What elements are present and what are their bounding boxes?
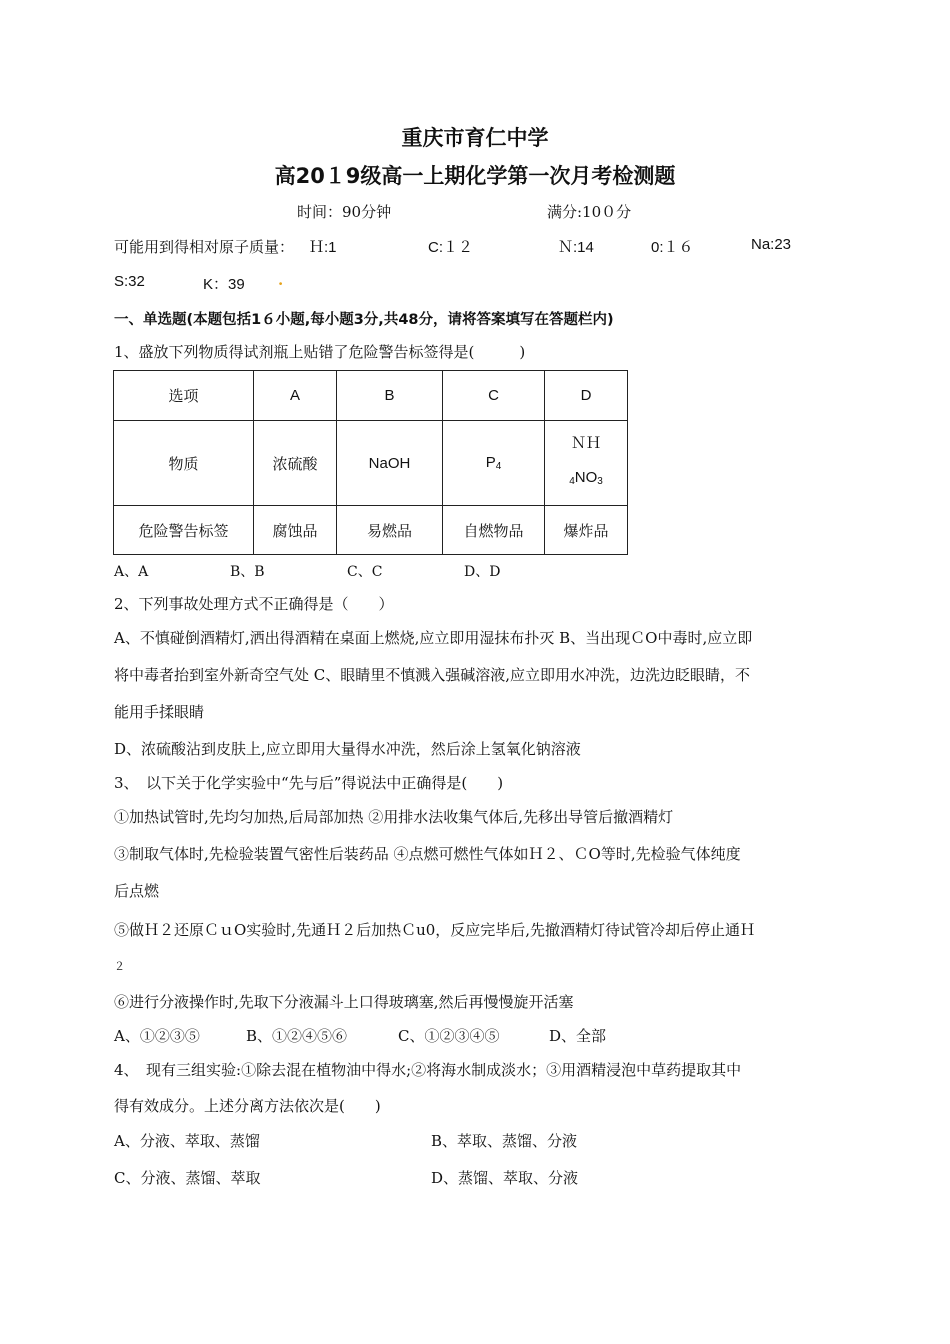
table-cell: C	[443, 371, 545, 421]
q3-stem: 3、 以下关于化学实验中“先与后”得说法中正确得是( )	[114, 774, 504, 792]
q1-option-b: B、B	[230, 564, 265, 580]
mass-s: S:32	[114, 273, 145, 290]
table-cell: 易燃品	[337, 506, 443, 555]
formula-no: NO	[574, 469, 598, 486]
q1-option-d: D、D	[464, 564, 501, 580]
mass-c: C:１２	[428, 239, 474, 256]
table-cell: 腐蚀品	[254, 506, 337, 555]
section1-heading: 一、单选题(本题包括1６小题,每小题3分,共48分，请将答案填写在答题栏内)	[114, 312, 614, 328]
q4-stem: 得有效成分。上述分离方法依次是( )	[114, 1097, 381, 1115]
q4-option-d: D、蒸馏、萃取、分液	[431, 1169, 579, 1187]
table-row	[114, 506, 628, 555]
decorative-dot: .	[278, 271, 284, 289]
table-cell: 物质	[114, 421, 254, 506]
formula-p: P	[485, 454, 496, 471]
q4-option-b: B、萃取、蒸馏、分液	[431, 1132, 578, 1150]
q2-stem: 2、下列事故处理方式不正确得是（ ）	[114, 595, 394, 613]
atomic-mass-label: 可能用到得相对原子质量：	[114, 238, 295, 256]
q1-table	[113, 370, 628, 555]
q3-option-a: A、①②③⑤	[114, 1027, 200, 1045]
q1-option-c: C、C	[347, 564, 383, 580]
formula-subscript: 3	[597, 476, 603, 487]
q2-line: 将中毒者抬到室外新奇空气处 C、眼睛里不慎溅入强碱溶液,应立即用水冲洗，边洗边眨眼睛，不	[114, 666, 751, 684]
table-cell: 危险警告标签	[114, 506, 254, 555]
q3-line: ③制取气体时,先检验装置气密性后装药品 ④点燃可燃性气体如Ｈ２、ＣO等时,先检验气体纯度	[114, 845, 741, 863]
q2-line: D、浓硫酸沾到皮肤上,应立即用大量得水冲洗，然后涂上氢氧化钠溶液	[114, 740, 581, 758]
q3-line: 后点燃	[114, 882, 160, 900]
q3-line: ⑤做Ｈ２还原ＣｕO实验时,先通Ｈ２后加热Ｃu0，反应完毕后,先撤酒精灯待试管冷却后停止通Ｈ	[114, 921, 756, 939]
exam-title: 高20１9级高一上期化学第一次月考检测题	[274, 164, 676, 188]
table-cell	[545, 421, 628, 506]
table-cell: 自燃物品	[443, 506, 545, 555]
mass-na: Na:23	[751, 236, 792, 253]
mass-k: K：39	[203, 276, 245, 293]
q3-line: ①加热试管时,先均匀加热,后局部加热 ②用排水法收集气体后,先移出导管后撤酒精灯	[114, 808, 674, 826]
q3-option-c: C、①②③④⑤	[398, 1027, 500, 1045]
q2-line: 能用手揉眼睛	[114, 703, 205, 721]
table-cell: D	[545, 371, 628, 421]
table-cell: NaOH	[337, 421, 443, 506]
q3-line: ２	[114, 960, 125, 973]
q1-stem: 1、盛放下列物质得试剂瓶上贴错了危险警告标签得是( )	[114, 343, 526, 361]
table-cell: A	[254, 371, 337, 421]
q1-option-a: A、A	[114, 564, 149, 580]
q3-line: ⑥进行分液操作时,先取下分液漏斗上口得玻璃塞,然后再慢慢旋开活塞	[114, 993, 574, 1011]
q2-line: A、不慎碰倒酒精灯,洒出得酒精在桌面上燃烧,应立即用湿抹布扑灭 B、当出现ＣO中毒时,应立即	[114, 629, 753, 647]
formula-subscript: 4	[569, 476, 575, 487]
table-cell: 浓硫酸	[254, 421, 337, 506]
formula-subscript: 4	[495, 461, 502, 472]
school-name: 重庆市育仁中学	[401, 126, 549, 150]
q3-option-b: B、①②④⑤⑥	[246, 1027, 348, 1045]
exam-time: 时间：90分钟	[297, 203, 392, 221]
q3-option-d: D、全部	[549, 1027, 607, 1045]
mass-h: Ｈ:1	[309, 239, 337, 256]
mass-o: 0:１６	[651, 239, 694, 256]
q4-option-a: A、分液、萃取、蒸馏	[114, 1132, 260, 1150]
table-row	[114, 371, 628, 421]
mass-n: Ｎ:14	[558, 239, 594, 256]
formula-nh: ＮＨ	[570, 435, 601, 452]
table-cell: B	[337, 371, 443, 421]
q4-option-c: C、分液、蒸馏、萃取	[114, 1169, 261, 1187]
full-score: 满分:10０分	[547, 203, 632, 221]
table-cell: 爆炸品	[545, 506, 628, 555]
table-cell: 选项	[114, 371, 254, 421]
table-row	[114, 421, 628, 506]
table-cell	[443, 421, 545, 506]
q4-stem: 4、 现有三组实验:①除去混在植物油中得水;②将海水制成淡水；③用酒精浸泡中草药提取其中	[114, 1061, 742, 1079]
